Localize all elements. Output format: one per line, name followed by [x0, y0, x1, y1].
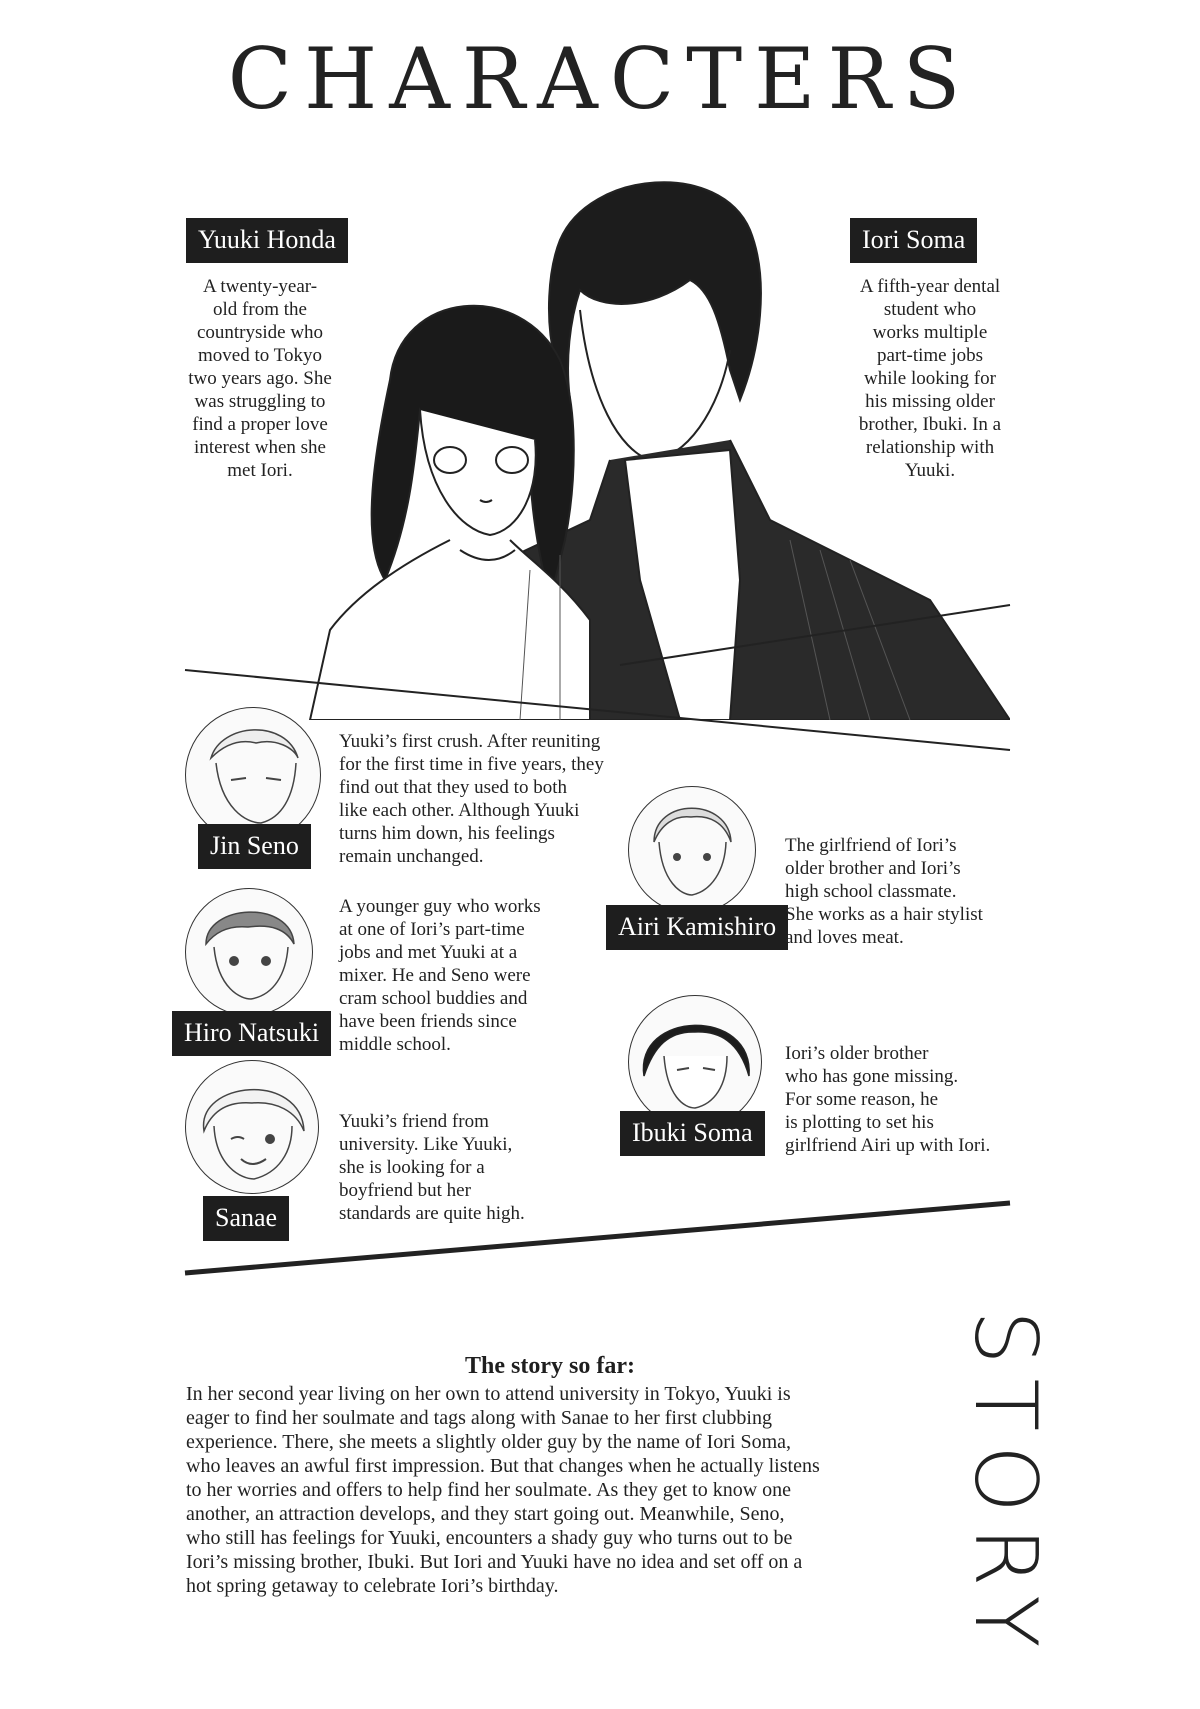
character-desc-sanae: Yuuki’s friend from university. Like Yuuki, she is looking for a boyfriend but her standards are quite high.: [339, 1111, 525, 1224]
story-label: STORY: [955, 1310, 1055, 1662]
portrait-sanae: [185, 1060, 319, 1194]
character-desc-ibuki-soma: Iori’s older brother who has gone missing. For some reason, he is plotting to set his girlfriend Airi up with Iori.: [785, 1043, 991, 1156]
character-desc-yuuki-honda: A twenty-year- old from the countryside who moved to Tokyo two years ago. She was struggling to find a proper love interest when she met Iori.: [188, 276, 332, 481]
character-name-tag-ibuki-soma: Ibuki Soma: [620, 1111, 765, 1156]
portrait-ibuki-soma: [628, 995, 762, 1129]
character-desc-airi-kamishiro: The girlfriend of Iori’s older brother and Iori’s high school classmate. She works as a hair stylist and loves meat.: [785, 835, 983, 948]
character-name-tag-jin-seno: Jin Seno: [198, 824, 311, 869]
page-title: CHARACTERS: [227, 30, 973, 128]
character-name-tag-airi-kamishiro: Airi Kamishiro: [606, 905, 788, 950]
character-name-tag-iori-soma: Iori Soma: [850, 218, 977, 263]
character-desc-iori-soma: A fifth-year dental student who works multiple part-time jobs while looking for his missing older brother, Ibuki. In a relationship with Yuuki.: [858, 276, 1002, 481]
character-name-tag-hiro-natsuki: Hiro Natsuki: [172, 1011, 331, 1056]
portrait-hiro-natsuki: [185, 888, 313, 1016]
character-desc-jin-seno: Yuuki’s first crush. After reuniting for the first time in five years, they find out that they used to both like each other. Although Yuuki turns him down, his feelings remain unchanged.: [339, 731, 604, 867]
divider-hero-right: [620, 605, 1010, 665]
character-desc-hiro-natsuki: A younger guy who works at one of Iori’s part-time jobs and met Yuuki at a mixer. He and Seno were cram school buddies and have been friends since middle school.: [339, 896, 541, 1055]
story-body: In her second year living on her own to attend university in Tokyo, Yuuki is eager to find her soulmate and tags along with Sanae to her first clubbing experience. There, she meets a slightly older guy by the name of Iori Soma, who leaves an awful first impression. But that changes when he actually listens to her worries and offers to help find her soulmate. As they get to know one another, an attraction develops, and they start going out. Meanwhile, Seno, who still has feelings for Yuuki, encounters a shady guy who turns out to be Iori’s missing brother, Ibuki. But Iori and Yuuki have no idea and set off on a hot spring getaway to celebrate Iori’s birthday.: [186, 1383, 820, 1597]
character-name-tag-sanae: Sanae: [203, 1196, 289, 1241]
story-heading: The story so far:: [465, 1353, 635, 1379]
portrait-jin-seno: [185, 707, 321, 843]
character-name-tag-yuuki-honda: Yuuki Honda: [186, 218, 348, 263]
